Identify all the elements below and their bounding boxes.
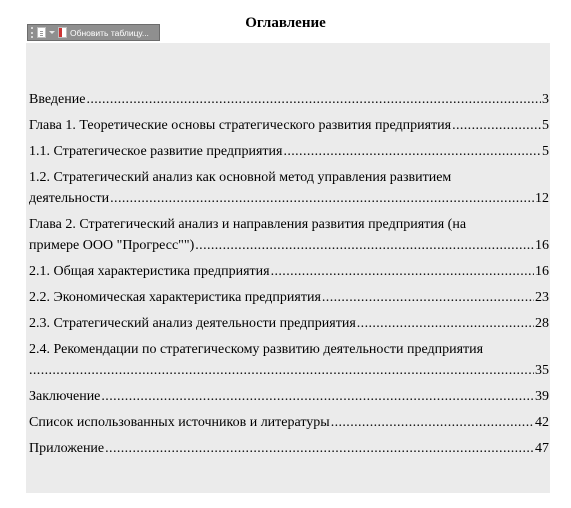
toc-entry-title: Приложение [29,441,105,456]
toc-entry[interactable] [29,316,549,332]
toc-page-number: 42 [535,415,549,430]
toc-entry[interactable] [29,441,549,457]
table-of-contents[interactable] [26,43,550,493]
dot-leader [271,264,534,280]
toc-entry[interactable] [29,290,549,306]
toc-entry[interactable] [29,217,549,254]
grip-icon[interactable] [31,27,34,38]
toc-entry-title: 2.4. Рекомендации по стратегическому развитию деятельности предприятия [29,342,484,357]
toc-entry[interactable] [29,170,549,207]
toc-entry-title: Заключение [29,389,101,404]
toc-entry[interactable] [29,144,549,160]
chevron-down-icon[interactable] [49,31,55,34]
document-icon[interactable] [37,27,46,38]
toc-page-number: 35 [535,363,549,378]
dot-leader [331,415,534,431]
toc-page-number: 5 [542,118,549,133]
toc-entry-title: Введение [29,92,86,107]
toc-entry-title-continued: примере ООО "Прогресс"") [29,238,195,253]
toc-entry-title: Глава 2. Стратегический анализ и направления развития предприятия (на [29,217,467,232]
toc-entry[interactable] [29,92,549,108]
refresh-icon[interactable] [58,27,67,38]
toc-entry[interactable] [29,264,549,280]
toc-page-number: 47 [535,441,549,456]
toc-page-number: 16 [535,264,549,279]
toc-entry-title-continued: деятельности [29,191,110,206]
toc-entry[interactable] [29,415,549,431]
toc-page-number: 39 [535,389,549,404]
dot-leader [110,191,534,207]
toc-entry-title: 2.3. Стратегический анализ деятельности предприятия [29,316,356,331]
toc-page-number: 16 [535,238,549,253]
toc-entry[interactable] [29,118,549,134]
page-title: Оглавление [245,15,326,31]
toc-entry[interactable] [29,342,549,379]
toc-page-number: 12 [535,191,549,206]
dot-leader [357,316,534,332]
toc-entry-title: 1.2. Стратегический анализ как основной метод управления развитием [29,170,452,185]
toc-update-toolbar[interactable] [27,24,160,41]
toc-page-number: 5 [542,144,549,159]
dot-leader [86,92,541,108]
toc-page-number: 3 [542,92,549,107]
toc-entry-title: 2.1. Общая характеристика предприятия [29,264,270,279]
toc-entry-title: Глава 1. Теоретические основы стратегического развития предприятия [29,118,452,133]
dot-leader [283,144,541,160]
toc-entry-title: Список использованных источников и литературы [29,415,330,430]
dot-leader [105,441,534,457]
toc-page-number: 23 [535,290,549,305]
toc-entry[interactable] [29,389,549,405]
toc-page-number: 28 [535,316,549,331]
dot-leader [101,389,534,405]
dot-leader [29,363,534,379]
dot-leader [452,118,541,134]
dot-leader [195,238,534,254]
toc-entry-title: 2.2. Экономическая характеристика предприятия [29,290,321,305]
toc-entry-title: 1.1. Стратегическое развитие предприятия [29,144,283,159]
update-table-button[interactable]: Обновить таблицу... [70,27,149,38]
dot-leader [322,290,534,306]
